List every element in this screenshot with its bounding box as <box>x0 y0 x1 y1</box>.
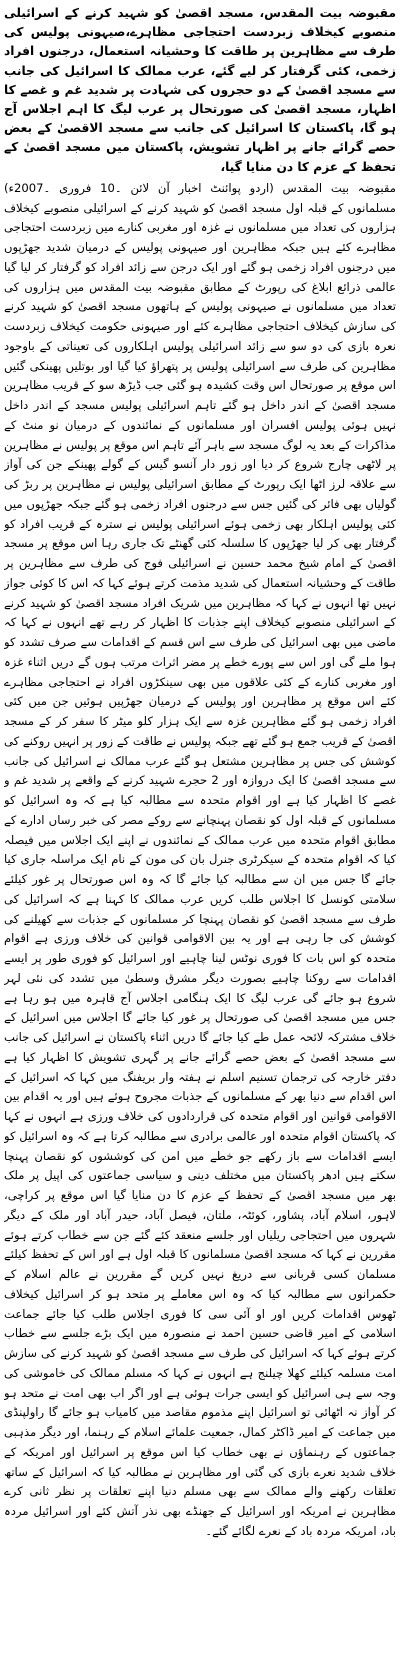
article-body-text: مسلمانوں کے قبلہ اول مسجد اقصیٰ کو شہید کرنے کے اسرائیلی منصوبے کیخلاف ہزاروں کی تعداد میں مسلمانوں نے غزہ اور مغربی کنارے میں زبردست احتجاجی مظاہرے کئے ہیں جبکہ مظاہرین اور صیہونی پولیس کے درمیان شدید جھڑپوں میں درجنوں افراد زخمی ہو گئے اور ایک درجن سے زائد افراد کو گرفتار کر لیا گیا عالمی ذرائع ابلاغ کی رپورٹ کے مطابق مقبوضہ بیت المقدس میں ہزاروں کی تعداد میں مسلمانوں نے صیہونی پولیس کے ہاتھوں مسجد اقصیٰ کو شہید کرنے کی سازش کیخلاف احتجاجی مظاہرے کئے اور صیہونی حکومت کیخلاف زبردست نعرہ بازی کی دو سو سے زائد اسرائیلی پولیس اہلکاروں کی تعیناتی کے باوجود مظاہرین کی طرف سے اسرائیلی پولیس پر پتھراؤ کیا گیا اور بوتلیں پھینکی گئیں اس موقع پر صورتحال اس وقت کشیدہ ہو گئی جب ڈیڑھ سو کے قریب مظاہرین مسجد اقصیٰ کے اندر داخل ہو گئے تاہم اسرائیلی پولیس مسجد کے اندر داخل نہیں ہوئی پولیس افسران اور مسلمانوں کے نمائندوں کے درمیان نو منٹ کے مذاکرات کے بعد یہ لوگ مسجد سے باہر آئے تاہم اس موقع پر پولیس نے مظاہرین پر لاٹھی چارج شروع کر دیا اور زور دار آنسو گیس کے گولے پھینکے جن کی آواز سے علاقہ لرز اٹھا ایک رپورٹ کے مطابق اسرائیلی پولیس نے مظاہرین پر ربڑ کی گولیاں بھی فائر کی گئیں جس سے درجنوں افراد زخمی ہو گئے جبکہ جھڑپوں میں کئی پولیس اہلکار بھی زخمی ہوئے اسرائیلی پولیس نے سترہ کے قریب افراد کو گرفتار بھی کر لیا جھڑپوں کا سلسلہ کئی گھنٹے تک جاری رہا اس موقع پر مسجد اقصیٰ کے امام شیخ محمد حسین نے اسرائیلی فوج کی طرف سے مظاہرین پر طاقت کے وحشیانہ استعمال کی شدید مذمت کرتے ہوئے کہا کہ اس کا کوئی جواز نہیں تھا انہوں نے کہا کہ مظاہرین میں شریک افراد مسجد اقصیٰ کو شہید کرنے کے اسرائیلی منصوبے کیخلاف اپنے جذبات کا اظہار کر رہے تھے انہوں نے کہا کہ ماضی میں بھی اسرائیل کی طرف سے اس قسم کے اقدامات سے صرف تشدد کو ہوا ملے گی اور اس سے پورے خطے پر مضر اثرات مرتب ہوں گے دریں اثناء غزہ اور مغربی کنارے کے کئی علاقوں میں بھی سینکڑوں افراد نے احتجاجی مظاہرے کئے اس موقع پر مظاہرین اور پولیس کے درمیان جھڑپیں ہوئیں جن میں کئی افراد زخمی ہو گئے مظاہرین غزہ سے ایک ہزار کلو میٹر کا سفر کر کے مسجد اقصیٰ کے قریب جمع ہو گئے تھے جبکہ پولیس نے طاقت کے زور پر انہیں روکنے کی کوشش کی جس پر مظاہرین مشتعل ہو گئے عرب ممالک نے اسرائیل کی جانب سے مسجد اقصیٰ کا ایک دروازہ اور 2 حجرے شہید کرنے کے واقعے پر شدید غم و غصے کا اظہار کیا ہے اور اقوام متحدہ سے مطالبہ کیا ہے کہ وہ اسرائیل کو مسلمانوں کے قبلہ اول کو نقصان پہنچانے سے روکے مصر کی خبر رساں ادارے کے مطابق اقوام متحدہ میں عرب ممالک کے نمائندوں نے اپنے ایک اجلاس میں فیصلہ کیا کہ اقوام متحدہ کے سیکرٹری جنرل بان کی مون کے نام ایک مراسلہ جاری کیا جائے گا جس میں ان سے مطالبہ کیا جائے گا کہ وہ اس صورتحال پر غور کیلئے سلامتی کونسل کا اجلاس طلب کریں عرب ممالک کا کہنا ہے کہ اسرائیل کی طرف سے مسجد اقصیٰ کو نقصان پہنچا کر مسلمانوں کے جذبات سے کھیلنے کی کوشش کی جا رہی ہے اور یہ بین الاقوامی قوانین کی خلاف ورزی ہے اقوام متحدہ کو اس بات کا فوری نوٹس لینا چاہیے اور اسرائیل کو فوری طور پر ایسے اقدامات سے روکنا چاہیے بصورت دیگر مشرق وسطیٰ میں تشدد کی نئی لہر شروع ہو جائے گی عرب لیگ کا ایک ہنگامی اجلاس آج قاہرہ میں ہو رہا ہے جس میں مسجد اقصیٰ کی صورتحال پر غور کیا جائے گا اجلاس میں اسرائیل کے خلاف مشترکہ لائحہ عمل طے کیا جائے گا دریں اثناء پاکستان نے اسرائیل کی جانب سے مسجد اقصیٰ کے بعض حصے گرائے جانے پر گہری تشویش کا اظہار کیا ہے دفتر خارجہ کی ترجمان تسنیم اسلم نے ہفتہ وار بریفنگ میں کہا کہ اسرائیل کے اس اقدام سے دنیا بھر کے مسلمانوں کے جذبات مجروح ہوئے ہیں اور یہ اقدام بین الاقوامی قوانین اور اقوام متحدہ کی قراردادوں کی خلاف ورزی ہے انہوں نے کہا کہ پاکستان اقوام متحدہ اور عالمی برادری سے مطالبہ کرتا ہے کہ وہ اسرائیل کو ایسے اقدامات سے باز رکھے جو خطے میں امن کی کوششوں کو نقصان پہنچا سکتے ہیں ادھر پاکستان میں مختلف دینی و سیاسی جماعتوں کی اپیل پر ملک بھر میں مسجد اقصیٰ کے تحفظ کے عزم کا دن منایا گیا اس موقع پر کراچی، لاہور، اسلام آباد، پشاور، کوئٹہ، ملتان، فیصل آباد، حیدر آباد اور ملک کے دیگر شہروں میں احتجاجی ریلیاں اور جلسے منعقد کئے گئے جن سے خطاب کرتے ہوئے مقررین نے کہا کہ مسجد اقصیٰ مسلمانوں کا قبلہ اول ہے اور اس کے تحفظ کیلئے مسلمان کسی قربانی سے دریغ نہیں کریں گے مقررین نے عالم اسلام کے حکمرانوں سے مطالبہ کیا کہ وہ اس معاملے پر متحد ہو کر اسرائیل کیخلاف ٹھوس اقدامات کریں اور او آئی سی کا فوری اجلاس طلب کیا جائے جماعت اسلامی کے امیر قاضی حسین احمد نے منصورہ میں ایک بڑے جلسے سے خطاب کرتے ہوئے کہا کہ اسرائیل کی طرف سے مسجد اقصیٰ کو شہید کرنے کی سازش امت مسلمہ کیلئے کھلا چیلنج ہے انہوں نے کہا کہ مسلم ممالک کی خاموشی کی وجہ سے ہی اسرائیل کو ایسی جرات ہوئی ہے اور اگر اب بھی امت نے متحد ہو کر آواز نہ اٹھائی تو اسرائیل اپنے مذموم مقاصد میں کامیاب ہو جائے گا راولپنڈی میں جماعت کے امیر ڈاکٹر کمال، جمعیت علمائے اسلام کے رہنما، اور دیگر مذہبی جماعتوں کے رہنماؤں نے بھی خطاب کیا اس موقع پر اسرائیل اور امریکہ کے خلاف شدید نعرے بازی کی گئی اور مظاہرین نے مطالبہ کیا کہ اسرائیل کے ساتھ تعلقات رکھنے والے ممالک سے بھی مسلم دنیا اپنے تعلقات پر نظر ثانی کرے مظاہرین نے امریکہ اور اسرائیل کے جھنڈے بھی نذر آتش کئے اور اسرائیل مردہ باد، امریکہ مردہ باد کے نعرے لگائے گئے۔ <box>4 200 396 1538</box>
article-body <box>4 179 396 1542</box>
article-dateline: مقبوضہ بیت المقدس (اردو پوائنٹ اخبار آن لائن ۔10 فروری ۔2007ء) <box>4 180 396 195</box>
article-headline: مقبوضہ بیت المقدس، مسجد اقصیٰ کو شہید کرنے کے اسرائیلی منصوبے کیخلاف زبردست احتجاجی مظاہرے،صیہونی پولیس کی طرف سے مظاہرین پر طاقت کا وحشیانہ استعمال، درجنوں افراد زخمی، کئی گرفتار کر لیے گئے، عرب ممالک کا اسرائیل کی جانب سے مسجد اقصیٰ کے دو حجروں کی شہادت پر شدید غم و غصے کا اظہار، مسجد اقصیٰ کی صورتحال پر عرب لیگ کا اہم اجلاس آج ہو گا، پاکستان کا اسرائیل کی جانب سے مسجد الاقصیٰ کے بعض حصے گرائے جانے پر اظہار تشویش، پاکستان میں مسجد اقصیٰ کے تحفظ کے عزم کا دن منایا گیا، <box>4 6 396 174</box>
article <box>4 4 396 1659</box>
